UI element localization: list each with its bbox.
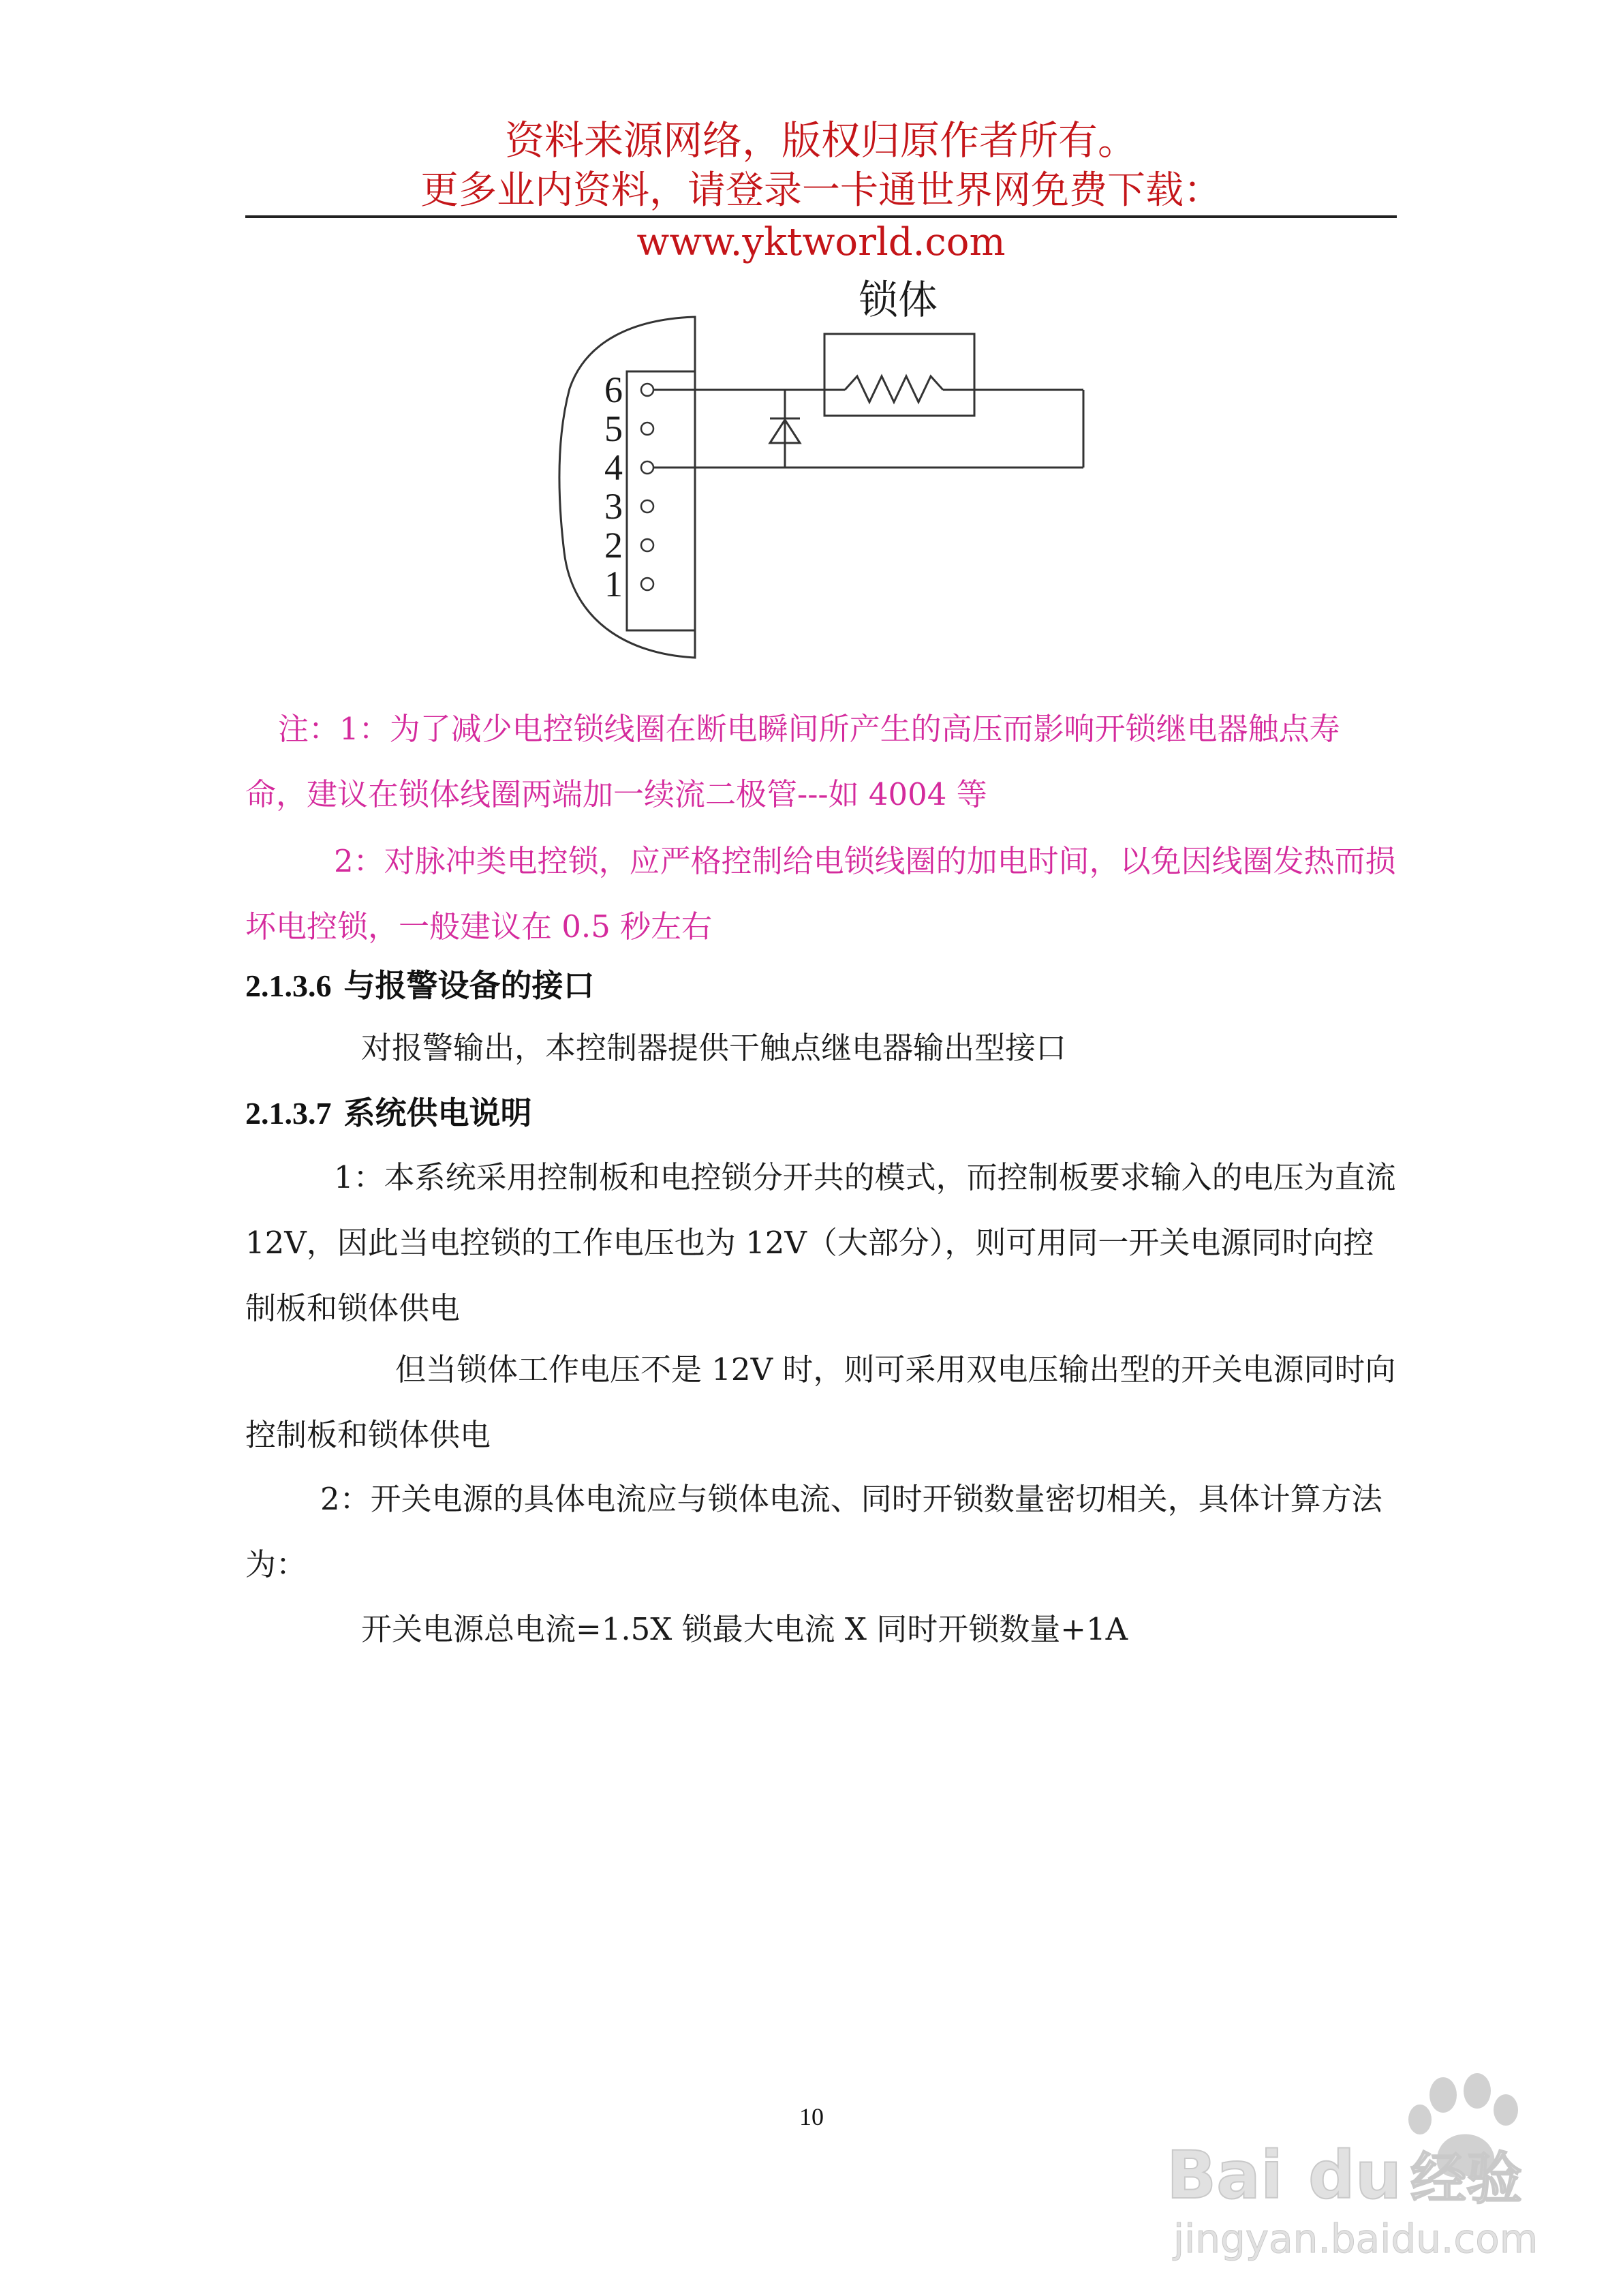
terminal-3-label: 3 [604, 486, 623, 527]
page-header [245, 116, 1397, 269]
lock-wiring-diagram [531, 266, 1117, 675]
power-paragraph-2: 但当锁体工作电压不是 12V 时，则可采用双电压输出型的开关电源同时向控制板和锁体供电 [245, 1351, 1396, 1453]
terminal-4-label: 4 [604, 447, 623, 488]
terminal-1-label: 1 [604, 564, 623, 604]
section-number-power: 2.1.3.7 [245, 1096, 332, 1131]
page-number: 10 [799, 2103, 824, 2130]
section-heading-alarm [245, 961, 595, 1006]
watermark-brand-bai: Bai [1166, 2137, 1283, 2214]
terminal-2-label: 2 [604, 525, 623, 566]
power-paragraph-3: 2：开关电源的具体电流应与锁体电流、同时开锁数量密切相关，具体计算方法为： [245, 1481, 1382, 1582]
section-number-alarm: 2.1.3.6 [245, 968, 332, 1003]
alarm-body-text: 对报警输出，本控制器提供干触点继电器输出型接口 [361, 1030, 1067, 1066]
terminal-5-label: 5 [604, 408, 623, 449]
terminal-6-label: 6 [604, 369, 623, 410]
header-download-notice: 更多业内资料，请登录一卡通世界网免费下载：www.yktworld.com [420, 168, 1222, 264]
power-paragraph-1: 1：本系统采用控制板和电控锁分开共的模式，而控制板要求输入的电压为直流 12V，因此当电控锁的工作电压也为 12V（大部分），则可用同一开关电源同时向控制板和锁体供电 [245, 1159, 1396, 1326]
baidu-jingyan-watermark [1158, 2065, 1540, 2269]
note-pulse-lock: 2：对脉冲类电控锁，应严格控制给电锁线圈的加电时间，以免因线圈发热而损坏电控锁，一般建议在 0.5 秒左右 [245, 843, 1396, 945]
watermark-svg [1158, 2065, 1540, 2269]
watermark-url: jingyan.baidu.com [1173, 2216, 1539, 2262]
watermark-brand-du: du [1308, 2137, 1402, 2214]
terminal-5-screw [641, 423, 653, 435]
terminal-1-screw [641, 578, 653, 590]
header-divider [245, 215, 1397, 218]
lock-body-label: 锁体 [859, 277, 938, 323]
terminal-4-screw [641, 461, 653, 474]
section-heading-power [245, 1088, 532, 1133]
terminal-3-screw [641, 500, 653, 512]
section-title-power: 系统供电说明 [343, 1095, 532, 1131]
terminal-screws [641, 384, 653, 590]
terminal-6-screw [641, 384, 653, 396]
watermark-product: 经验 [1410, 2147, 1523, 2211]
terminal-2-screw [641, 539, 653, 551]
section-title-alarm: 与报警设备的接口 [343, 967, 595, 1004]
terminal-block [627, 371, 695, 630]
power-formula: 开关电源总电流=1.5X 锁最大电流 X 同时开锁数量+1A [361, 1611, 1128, 1647]
header-source-notice: 资料来源网络，版权归原作者所有。 [504, 117, 1137, 164]
note-flyback-diode: 注：1：为了减少电控锁线圈在断电瞬间所产生的高压而影响开锁继电器触点寿命，建议在锁体线圈两端加一续流二极管---如 4004 等 [245, 711, 1340, 812]
lock-body-box [824, 334, 974, 416]
wiring-diagram-svg [531, 266, 1117, 675]
lock-coil-resistor [845, 376, 943, 402]
